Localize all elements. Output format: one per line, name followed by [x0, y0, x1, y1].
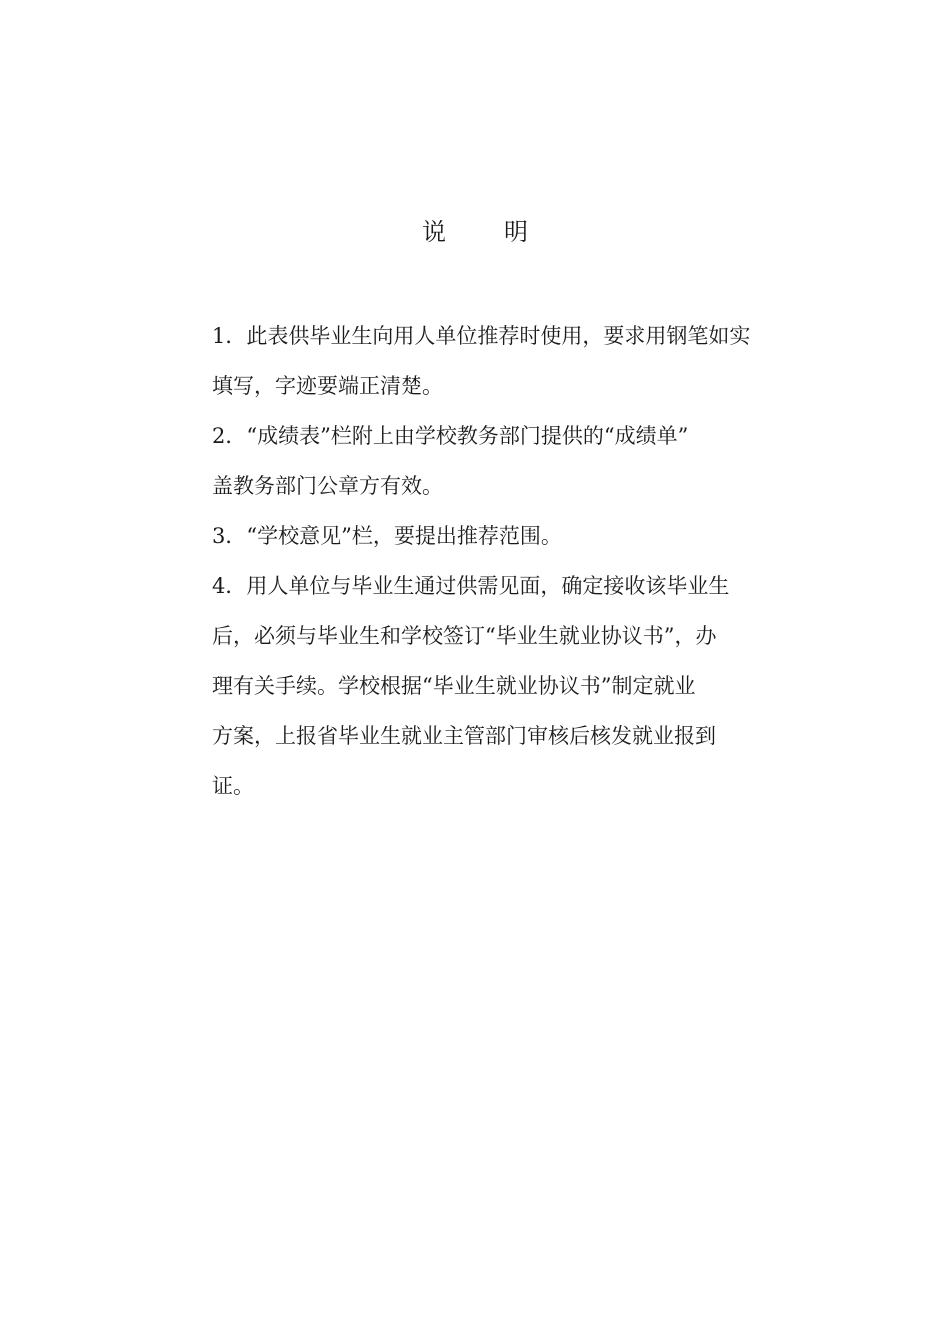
instruction-line: 证。: [212, 774, 254, 798]
instruction-line: 4．用人单位与毕业生通过供需见面，确定接收该毕业生: [212, 574, 730, 598]
instruction-line: 理有关手续。学校根据“毕业生就业协议书”制定就业: [212, 674, 696, 698]
instruction-line: 1．此表供毕业生向用人单位推荐时使用，要求用钢笔如实: [212, 324, 751, 348]
instruction-line: 盖教务部门公章方有效。: [212, 474, 443, 498]
instruction-line: 填写，字迹要端正清楚。: [212, 374, 443, 398]
page-title: [0, 214, 950, 250]
instruction-line: 2．“成绩表”栏附上由学校教务部门提供的“成绩单”: [212, 424, 689, 448]
title-char-2: 明: [504, 218, 528, 246]
instruction-line: 方案，上报省毕业生就业主管部门审核后核发就业报到: [212, 724, 716, 748]
instruction-line: 后，必须与毕业生和学校签订“毕业生就业协议书”，办: [212, 624, 717, 648]
title-char-1: 说: [422, 218, 446, 246]
instruction-line: 3．“学校意见”栏，要提出推荐范围。: [212, 524, 562, 548]
instructions-body: [212, 318, 802, 818]
